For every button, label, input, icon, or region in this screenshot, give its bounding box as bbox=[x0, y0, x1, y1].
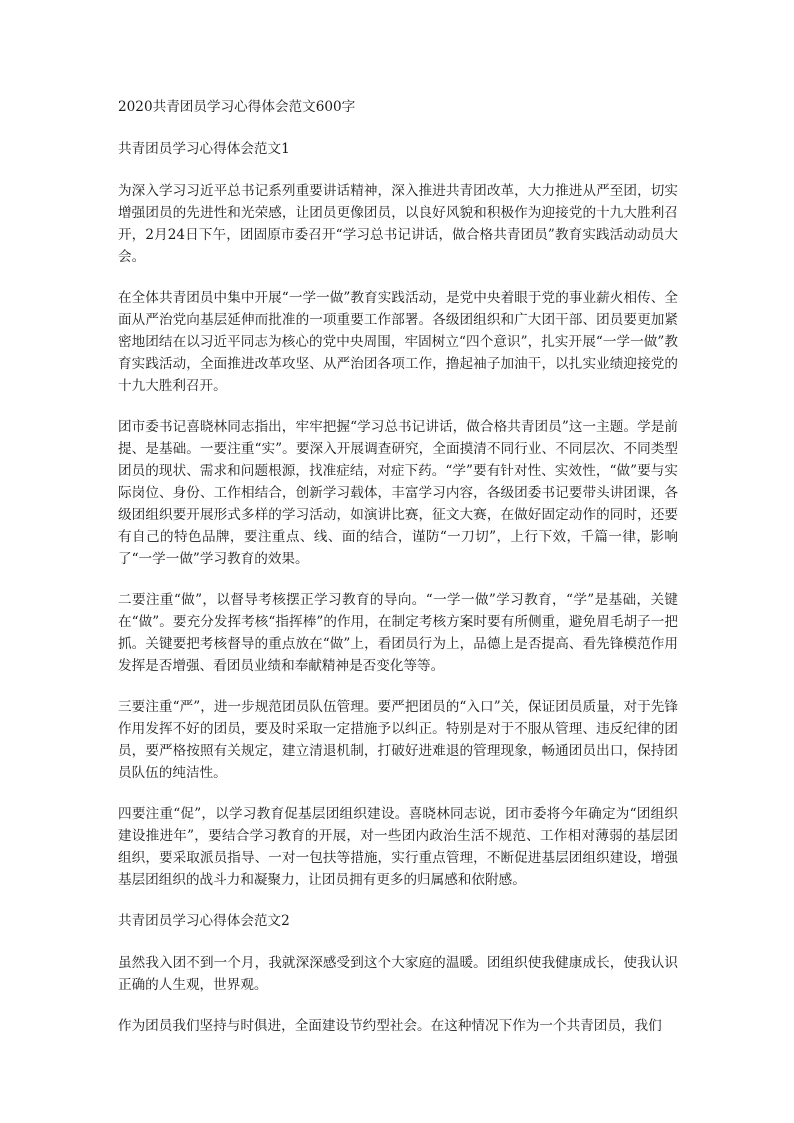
paragraph: 为深入学习习近平总书记系列重要讲话精神，深入推进共青团改革，大力推进从严至团，切实增强团员的先进性和光荣感，让团员更像团员，以良好风貌和积极作为迎接党的十九大胜利召开，2月24日下午，团固原市委召开“学习总书记讲话，做合格共青团员”教育实践活动动员大会。 bbox=[118, 183, 678, 265]
paragraph: 二要注重“做”，以督导考核摆正学习教育的导向。“一学一做”学习教育，“学”是基础，关键在“做”。要充分发挥考核“指挥棒”的作用，在制定考核方案时要有所侧重，避免眉毛胡子一把抓。关键要把考核督导的重点放在“做”上，看团员行为上，品德上是否提高、看先锋模范作用发挥是否增强、看团员业绩和奉献精神是否变化等等。 bbox=[118, 592, 678, 674]
paragraph: 四要注重“促”，以学习教育促基层团组织建设。喜晓林同志说，团市委将今年确定为“团组织建设推进年”，要结合学习教育的开展，对一些团内政治生活不规范、工作相对薄弱的基层团组织，要采取派员指导、一对一包扶等措施，实行重点管理，不断促进基层团组织建设，增强基层团组织的战斗力和凝聚力，让团员拥有更多的归属感和依附感。 bbox=[118, 806, 678, 888]
paragraph: 三要注重“严”，进一步规范团员队伍管理。要严把团员的“入口”关，保证团员质量，对于先锋作用发挥不好的团员，要及时采取一定措施予以纠正。特别是对于不服从管理、违反纪律的团员，要严格按照有关规定，建立清退机制，打破好进难退的管理现象，畅通团员出口，保持团员队伍的纯洁性。 bbox=[118, 699, 678, 781]
document-page bbox=[118, 96, 678, 1056]
paragraph: 在全体共青团员中集中开展“一学一做”教育实践活动，是党中央着眼于党的事业薪火相传、全面从严治党向基层延伸而批准的一项重要工作部署。各级团组织和广大团干部、团员要更加紧密地团结在以习近平同志为核心的党中央周围，牢固树立“四个意识”，扎实开展“一学一做”教育实践活动，全面推进改革攻坚、从严治团各项工作，撸起袖子加油干，以扎实业绩迎接党的十九大胜利召开。 bbox=[118, 290, 678, 394]
paragraph: 虽然我入团不到一个月，我就深深感受到这个大家庭的温暖。团组织使我健康成长，使我认识正确的人生观，世界观。 bbox=[118, 955, 678, 993]
paragraph: 团市委书记喜晓林同志指出，牢牢把握“学习总书记讲话，做合格共青团员”这一主题。学是前提、是基础。一要注重“实”。要深入开展调查研究，全面摸清不同行业、不同层次、不同类型团员的现状、需求和问题根源，找准症结，对症下药。“学”要有针对性、实效性，“做”要与实际岗位、身份、工作相结合，创新学习载体，丰富学习内容，各级团委书记要带头讲团课，各级团组织要开展形式多样的学习活动，如演讲比赛，征文大赛，在做好固定动作的同时，还要有自己的特色品牌，要注重点、线、面的结合，谨防“一刀切”，上行下效，千篇一律，影响了“一学一做”学习教育的效果。 bbox=[118, 419, 678, 567]
section-heading-1: 共青团员学习心得体会范文1 bbox=[118, 141, 290, 157]
paragraph: 作为团员我们坚持与时俱进，全面建设节约型社会。在这种情况下作为一个共青团员，我们 bbox=[118, 1018, 662, 1034]
document-title: 2020共青团员学习心得体会范文600字 bbox=[118, 99, 356, 115]
section-heading-2: 共青团员学习心得体会范文2 bbox=[118, 913, 290, 929]
